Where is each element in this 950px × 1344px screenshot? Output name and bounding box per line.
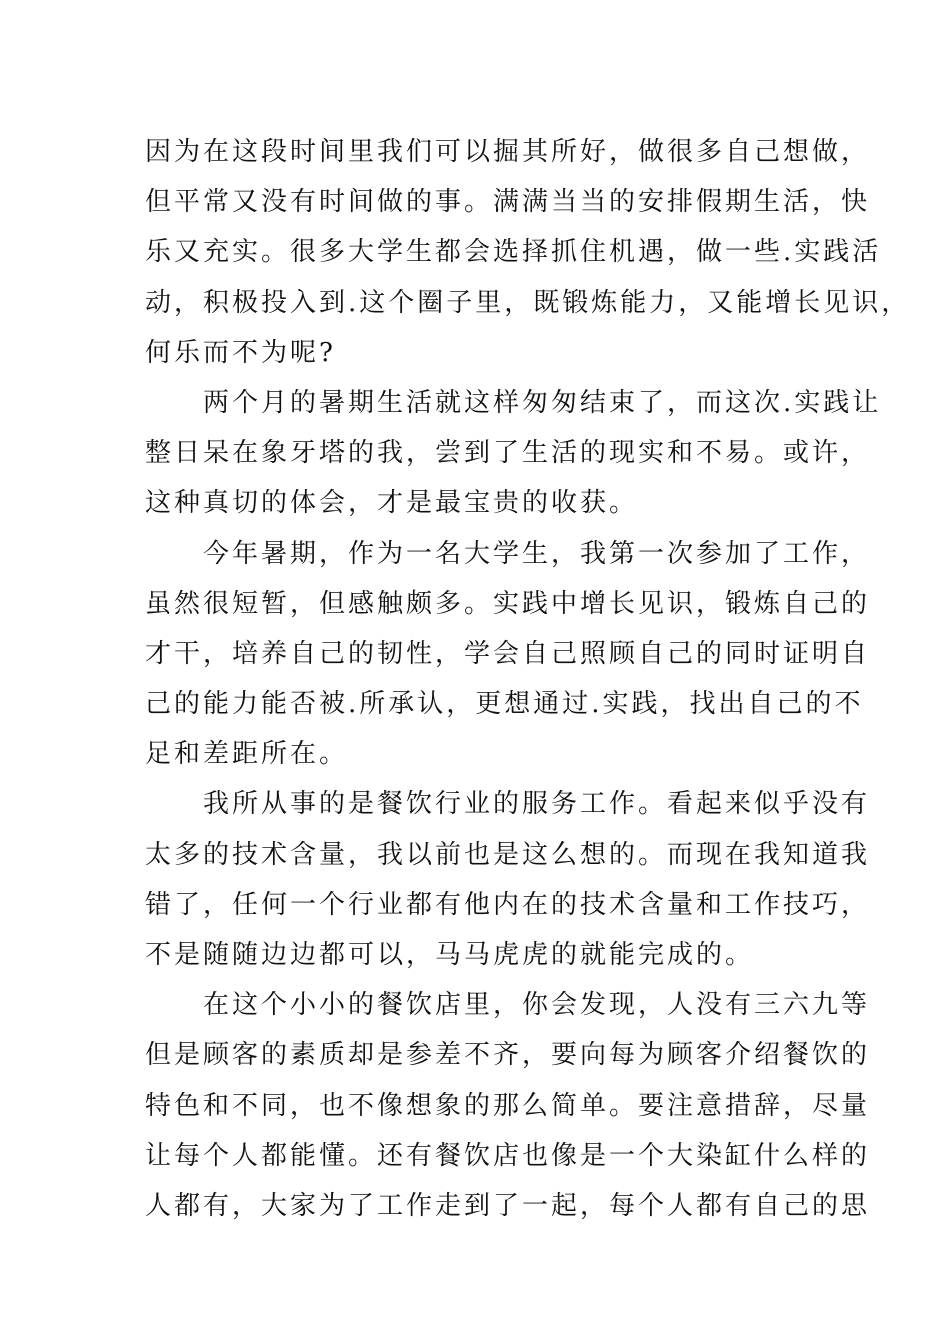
text-line: 在这个小小的餐饮店里，你会发现，人没有三六九等 (145, 990, 871, 1021)
text-line: 因为在这段时间里我们可以掘其所好，做很多自己想做， (145, 137, 871, 167)
text-line: 才干，培养自己的韧性，学会自己照顾自己的同时证明自 (145, 638, 871, 669)
body-text (145, 127, 911, 1231)
text-line: 但是顾客的素质却是参差不齐，要向每为顾客介绍餐饮的 (145, 1040, 871, 1071)
text-line: 虽然很短暂，但感触颇多。实践中增长见识，锻炼自己的 (145, 588, 871, 619)
text-line: 两个月的暑期生活就这样匆匆结束了，而这次.实践让 (145, 387, 882, 418)
text-line: 但平常又没有时间做的事。满满当当的安排假期生活，快 (145, 187, 871, 218)
text-line: 让每个人都能懂。还有餐饮店也像是一个大染缸什么样的 (145, 1140, 871, 1171)
text-line: 今年暑期，作为一名大学生，我第一次参加了工作， (145, 538, 871, 569)
text-line: 整日呆在象牙塔的我，尝到了生活的现实和不易。或许， (145, 438, 871, 469)
text-line: 特色和不同，也不像想象的那么简单。要注意措辞，尽量 (145, 1090, 871, 1121)
text-line: 乐又充实。很多大学生都会选择抓住机遇，做一些.实践活 (145, 237, 882, 268)
text-line: 这种真切的体会，才是最宝贵的收获。 (145, 488, 639, 519)
text-line: 人都有，大家为了工作走到了一起，每个人都有自己的思 (145, 1190, 871, 1221)
text-line: 己的能力能否被.所承认，更想通过.实践，找出自己的不 (145, 689, 864, 720)
text-line: 足和差距所在。 (145, 739, 349, 770)
text-line: 不是随随边边都可以，马马虎虎的就能完成的。 (145, 940, 755, 970)
text-line: 太多的技术含量，我以前也是这么想的。而现在我知道我 (145, 839, 871, 870)
text-line: 错了，任何一个行业都有他内在的技术含量和工作技巧， (145, 889, 871, 920)
text-line: 何乐而不为呢? (145, 337, 336, 368)
text-line: 我所从事的是餐饮行业的服务工作。看起来似乎没有 (145, 789, 871, 820)
text-line: 动，积极投入到.这个圈子里，既锻炼能力，又能增长见识， (145, 287, 911, 318)
